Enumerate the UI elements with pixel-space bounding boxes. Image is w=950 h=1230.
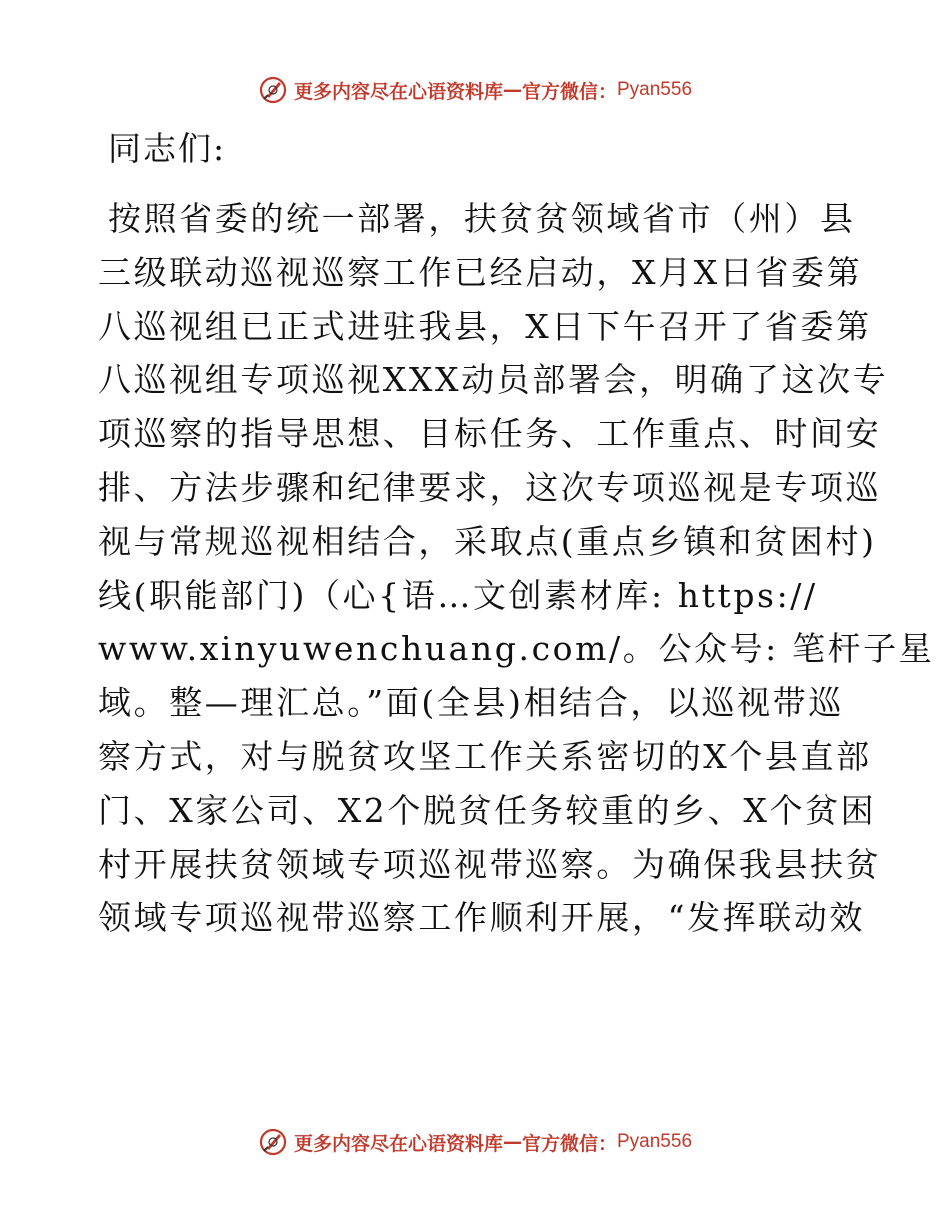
body-line: 三级联动巡视巡察工作已经启动，X月X日省委第 xyxy=(98,252,863,292)
body-line: 按照省委的统一部署，扶贫贫领域省市（州）县 xyxy=(108,199,856,238)
banner-separator: — xyxy=(502,1131,522,1153)
body-line: 视与常规巡视相结合，采取点(重点乡镇和贫困村) xyxy=(98,521,877,561)
body-line: 域。整—理汇总。”面(全县)相结合，以巡视带巡 xyxy=(98,683,844,723)
header-banner xyxy=(0,72,950,108)
banner-wechat-id: Pyan556 xyxy=(617,1131,693,1152)
body-line: 察方式，对与脱贫攻坚工作关系密切的X个县直部 xyxy=(98,736,872,776)
footer-banner xyxy=(0,1124,950,1160)
body-line: www.xinyuwenchuang.com/。公众号: 笔杆子星 xyxy=(98,629,935,669)
banner-wechat-id: Pyan556 xyxy=(617,79,693,100)
body-line: 线(职能部门)（心{语…文创素材库: https:// xyxy=(98,575,818,615)
quill-pen-logo-icon xyxy=(258,75,288,105)
banner-wechat-label: 官方微信： xyxy=(521,1132,617,1155)
body-line: 八巡视组专项巡视XXX动员部署会，明确了这次专 xyxy=(98,360,889,400)
body-line: 八巡视组已正式进驻我县，X日下午召开了省委第 xyxy=(98,306,872,346)
document-body xyxy=(98,192,935,945)
body-line: 村开展扶贫领域专项巡视带巡察。为确保我县扶贫 xyxy=(98,844,882,884)
body-line: 领域专项巡视带巡察工作顺利开展，“发挥联动效 xyxy=(98,898,866,938)
quill-pen-logo-icon xyxy=(258,1127,288,1157)
body-line: 门、X家公司、X2个脱贫任务较重的乡、X个贫困 xyxy=(98,790,877,830)
body-line: 项巡察的指导思想、目标任务、工作重点、时间安 xyxy=(98,414,882,454)
banner-separator: — xyxy=(502,79,522,101)
banner-title: 更多内容尽在心语资料库 xyxy=(293,1132,503,1155)
salutation: 同志们: xyxy=(108,129,227,168)
banner-title: 更多内容尽在心语资料库 xyxy=(293,80,503,103)
banner-wechat-label: 官方微信： xyxy=(521,80,617,103)
body-line: 排、方法步骤和纪律要求，这次专项巡视是专项巡 xyxy=(98,467,882,507)
